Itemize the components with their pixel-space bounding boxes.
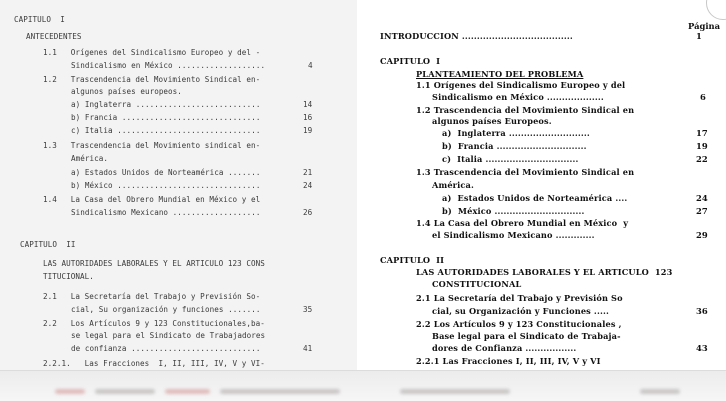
toc-entry-text: América. xyxy=(432,180,474,190)
toc-page-number: 24 xyxy=(696,193,708,203)
toc-entry-text: 1.3 Trascendencia del Movimiento sindical en- xyxy=(43,141,261,150)
toc-entry-text: América. xyxy=(71,154,108,163)
toc-entry-text: cial, su Organización y Funciones ..... xyxy=(432,306,609,316)
blurred-text-fragment xyxy=(95,389,155,394)
toc-entry-text: 1.2 Trascendencia del Movimiento Sindical en- xyxy=(43,75,261,84)
toc-page-number: 36 xyxy=(696,306,708,316)
toc-entry-text: algunos países Europeos. xyxy=(432,116,552,126)
blurred-text-fragment xyxy=(220,389,340,394)
toc-page-number: 6 xyxy=(700,92,706,102)
toc-entry-text: 2.2.1. Las Fracciones I, II, III, IV, V y VI- xyxy=(43,359,265,368)
left-chapter-2-title: LAS AUTORIDADES LABORALES Y EL ARTICULO 123 CONS xyxy=(43,259,265,268)
toc-entry-text: b) México .............................. xyxy=(442,206,585,216)
toc-entry-text: b) México ............................... xyxy=(71,181,261,190)
pagina-column-header: Página xyxy=(688,21,721,31)
left-chapter-1-heading: CAPITULO I xyxy=(14,15,65,24)
right-chapter-2-title: CONSTITUCIONAL xyxy=(432,279,522,289)
toc-entry-text: 2.2.1 Las Fracciones I, II, III, IV, V y VI xyxy=(416,356,601,366)
toc-entry-text: se legal para el Sindicato de Trabajadores xyxy=(71,331,266,340)
toc-entry-text: INTRODUCCION ..................................... xyxy=(380,31,573,41)
toc-entry-text: a) Inglaterra ........................... xyxy=(71,100,261,109)
toc-page-number: 26 xyxy=(303,208,313,217)
toc-page-number: 4 xyxy=(308,61,313,70)
toc-page-number: 29 xyxy=(696,230,708,240)
toc-entry-text: 2.1 La Secretaría del Trabajo y Previsión So xyxy=(416,293,623,303)
toc-entry-text: Sindicalismo en México ................... xyxy=(71,61,266,70)
toc-page-number: 41 xyxy=(303,344,313,353)
toc-entry-text: Sindicalismo en México ................... xyxy=(432,92,604,102)
toc-page-number: 19 xyxy=(696,141,708,151)
toc-entry-text: c) Italia ............................... xyxy=(71,126,261,135)
toc-entry-text: b) Francia .............................. xyxy=(71,113,261,122)
toc-entry-text: dores de Confianza ................. xyxy=(432,343,577,353)
blurred-footer-strip xyxy=(0,370,726,401)
toc-entry-text: el Sindicalismo Mexicano ............. xyxy=(432,230,595,240)
toc-entry-text: 1.1 Orígenes del Sindicalismo Europeo y del xyxy=(416,80,626,90)
toc-entry-text: a) Estados Unidos de Norteamérica .... xyxy=(442,193,628,203)
toc-page-number: 21 xyxy=(303,168,313,177)
toc-entry-text: b) Francia .............................. xyxy=(442,141,587,151)
toc-entry-text: 1.3 Trascendencia del Movimiento Sindical en xyxy=(416,167,635,177)
right-chapter-1-heading: CAPITULO I xyxy=(380,56,441,66)
left-index-page xyxy=(0,0,357,370)
toc-page-number: 43 xyxy=(696,343,708,353)
toc-page-number: 16 xyxy=(303,113,313,122)
toc-page-number: 14 xyxy=(303,100,313,109)
toc-entry-text: 1.1 Orígenes del Sindicalismo Europeo y del - xyxy=(43,48,261,57)
toc-page-number: 24 xyxy=(303,181,313,190)
toc-entry-text: 1.2 Trascendencia del Movimiento Sindical en xyxy=(416,105,635,115)
toc-entry-text: 1.4 La Casa del Obrero Mundial en México y xyxy=(416,218,629,228)
corner-curl-icon xyxy=(706,0,726,20)
toc-page-number: 17 xyxy=(696,128,708,138)
right-chapter-2-heading: CAPITULO II xyxy=(380,255,445,265)
right-index-page xyxy=(370,0,726,370)
toc-page-number: 19 xyxy=(303,126,313,135)
toc-entry-text: a) Estados Unidos de Norteamérica ....... xyxy=(71,168,261,177)
left-antecedentes-heading: ANTECEDENTES xyxy=(26,32,82,41)
toc-page-number: 27 xyxy=(696,206,708,216)
toc-entry-text: 2.2 Los Artículos 9 y 123 Constitucionales , xyxy=(416,319,622,329)
right-chapter-1-title: PLANTEAMIENTO DEL PROBLEMA xyxy=(416,69,584,79)
blurred-text-fragment xyxy=(55,389,85,394)
blurred-text-fragment xyxy=(165,389,210,394)
toc-page-number: 35 xyxy=(303,305,313,314)
toc-entry-text: Base legal para el Sindicato de Trabaja- xyxy=(432,331,621,341)
blurred-text-fragment xyxy=(400,389,510,394)
left-chapter-2-title: TITUCIONAL. xyxy=(43,272,94,281)
toc-entry-text: Sindicalismo Mexicano ................... xyxy=(71,208,261,217)
right-chapter-2-title: LAS AUTORIDADES LABORALES Y EL ARTICULO 123 xyxy=(416,267,673,277)
blurred-text-fragment xyxy=(640,389,680,394)
toc-page-number: 22 xyxy=(696,154,708,164)
toc-entry-text: 2.2 Los Artículos 9 y 123 Constitucionales,ba- xyxy=(43,319,265,328)
page-gap xyxy=(357,0,370,370)
toc-entry-text: de confianza ............................ xyxy=(71,344,261,353)
toc-entry-text: 1.4 La Casa del Obrero Mundial en México y el xyxy=(43,195,261,204)
toc-entry-text: 2.1 La Secretaría del Trabajo y Previsión So- xyxy=(43,292,261,301)
left-chapter-2-heading: CAPITULO II xyxy=(20,240,76,249)
toc-entry-text: a) Inglaterra ........................... xyxy=(442,128,590,138)
toc-entry-text: cial, Su organización y funciones ....... xyxy=(71,305,261,314)
toc-entry-text: algunos países europeos. xyxy=(71,87,182,96)
toc-entry-text: c) Italia ............................... xyxy=(442,154,579,164)
toc-page-number: 1 xyxy=(696,31,702,41)
